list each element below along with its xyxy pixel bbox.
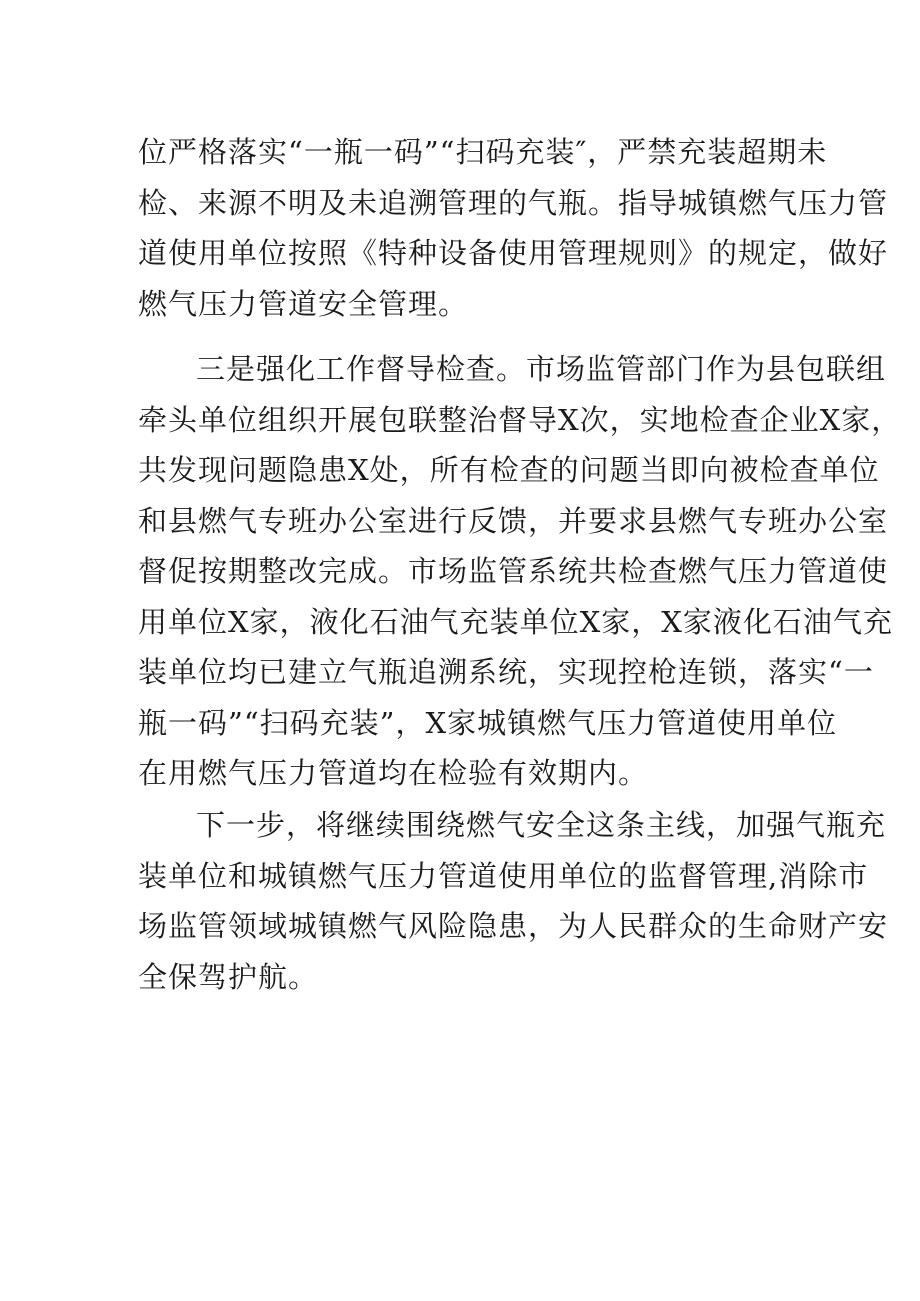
- paragraph-1: [138, 127, 889, 329]
- text-line: 督促按期整改完成。市场监管系统共检查燃气压力管道使: [138, 554, 889, 588]
- text-line: 装单位均已建立气瓶追溯系统，实现控枪连锁，落实“一: [138, 655, 874, 689]
- text-line: 位严格落实“一瓶一码”“扫码充装″，严禁充装超期未: [138, 135, 828, 169]
- text-line: 和县燃气专班办公室进行反馈，并要求县燃气专班办公室: [138, 503, 889, 538]
- text-line: 共发现问题隐患X处，所有检查的问题当即向被检查单位: [138, 453, 880, 487]
- text-line: 三是强化工作督导检查。市场监管部门作为县包联组: [196, 352, 887, 386]
- text-line: 检、来源不明及未追溯管理的气瓶。指导城镇燃气压力管: [138, 185, 889, 220]
- text-line: 在用燃气压力管道均在检验有效期内。: [138, 756, 649, 790]
- paragraph-3: [138, 800, 889, 1002]
- text-line: 燃气压力管道安全管理。: [138, 286, 469, 321]
- text-line: 用单位X家，液化石油气充装单位X家，X家液化石油气充: [138, 604, 893, 639]
- text-line: 瓶一码”“扫码充装”，X家城镇燃气压力管道使用单位: [138, 705, 838, 740]
- text-line: 全保驾护航。: [138, 959, 319, 994]
- text-line: 装单位和城镇燃气压力管道使用单位的监督管理,消除市: [138, 858, 869, 893]
- text-line: 下一步，将继续围绕燃气安全这条主线，加强气瓶充: [196, 808, 887, 842]
- text-line: 道使用单位按照《特种设备使用管理规则》的规定，做好: [138, 236, 889, 270]
- paragraph-2: [138, 344, 902, 799]
- text-line: 场监管领域城镇燃气风险隐患，为人民群众的生命财产安: [138, 909, 889, 943]
- text-line: 牵头单位组织开展包联整治督导X次，实地检查企业X家，: [138, 402, 902, 437]
